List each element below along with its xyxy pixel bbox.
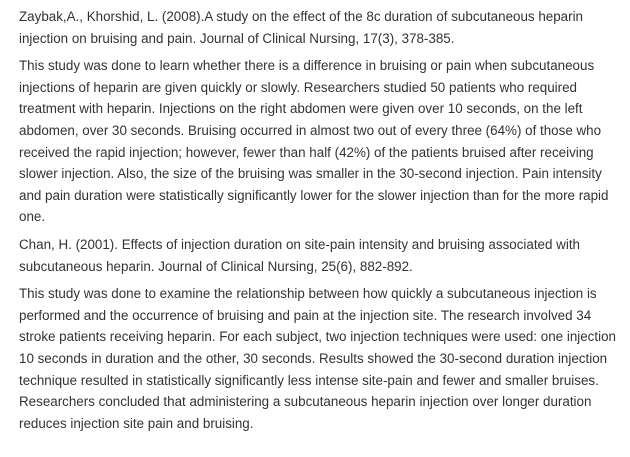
citation-zaybak: Zaybak,A., Khorshid, L. (2008).A study on the effect of the 8c duration of subcutaneous heparin injection on bruising and pain. Journal of Clinical Nursing, 17(3), 378-385. <box>19 9 584 46</box>
citation-chan: Chan, H. (2001). Effects of injection duration on site-pain intensity and bruising associated with subcutaneous heparin. Journal of Clinical Nursing, 25(6), 882-892. <box>19 236 580 274</box>
summary-zaybak: This study was done to learn whether there is a difference in bruising or pain when subcutaneous injections of heparin are given quickly or slowly. Researchers studied 50 patients who required treatment with heparin. Injections on the right abdomen were given over 10 seconds, on the left abdomen, over 30 seconds. Bruising occurred in almost two out of every three (64%) of those who received the rapid injection; however, fewer than half (42%) of the patients bruised after receiving slower injection. Also, the size of the bruising was smaller in the 30-second injection. Pain intensity and pain duration were statistically significantly lower for the slower injection than for the more rapid one. <box>19 58 609 225</box>
annotated-bibliography <box>19 6 621 440</box>
summary-chan: This study was done to examine the relationship between how quickly a subcutaneous injection is performed and the occurrence of bruising and pain at the injection site. The research involved 34 stroke patients receiving heparin. For each subject, two injection techniques were used: one injection 10 seconds in duration and the other, 30 seconds. Results showed the 30-second duration injection technique resulted in statistically significantly less intense site-pain and fewer and smaller bruises. Researchers concluded that administering a subcutaneous heparin injection over longer duration reduces injection site pain and bruising. <box>19 286 616 431</box>
